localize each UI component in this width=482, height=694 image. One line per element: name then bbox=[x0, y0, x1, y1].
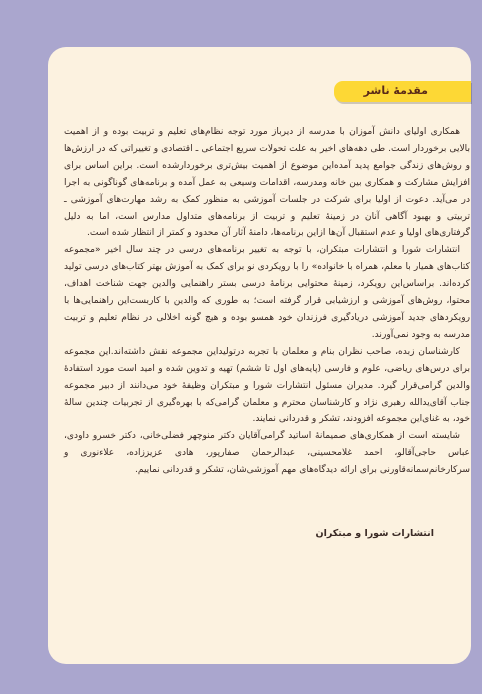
publisher-signature: انتشارات شورا و مبتکران bbox=[315, 528, 434, 539]
paragraph-1: همکاری اولیای دانش آموزان با مدرسه از دیرباز مورد توجه نظام‌های تعلیم و تربیت بوده و از اهمیت بالایی برخوردار است. طی دهه‌های اخیر به علت تحولات سریع اجتماعی ـ اقتصادی و تغییراتی که در ارزش‌ها و روش‌های زندگی جوامع پدید آمده‌این موضوع از اهمیت بیش‌تری برخوردارشده است. براین اساس برای افزایش مشارکت و همکاری بین خانه ومدرسه، اقدامات وسیعی به عمل آمده و برنامه‌های گوناگونی به اجرا در می‌آید. دعوت از اولیا برای شرکت در جلسات آموزشی به منظور کمک به رشد مهارت‌های آموزشی ـ تربیتی و بهبود آگاهی آنان در زمینهٔ تعلیم و تربیت از برنامه‌های متداول مدارس است، اما به دلیل گرفتاری‌های اولیا و عدم استقبال آن‌ها ازاین برنامه‌ها، دامنهٔ آثار آن محدود و کمتر از انتظار شده است. bbox=[64, 127, 470, 239]
preface-body bbox=[64, 124, 470, 479]
paragraph-4: شایسته است از همکاری‌های صمیمانهٔ اساتید گرامی‌آقایان دکتر منوچهر فضلی‌خانی، دکتر خسرو داودی، عباس حاجی‌آقالو، احمد غلامحسینی، عبدالرحمان صفارپور، هادی عزیززاده، علاءنوری و سرکارخانم‌سمانه‌قاورنی برای ارائه دیدگاه‌های مهم آموزشی‌شان، تشکر و قدردانی نماییم. bbox=[64, 431, 470, 476]
paragraph-2: انتشارات شورا و انتشارات مبتکران، با توجه به تغییر برنامه‌های درسی در چند سال اخیر «مجموعه کتاب‌های همیار با معلم، همراه با خانواده» را با رویکردی نو برای کمک به آموزش بهتر کتاب‌های درسی تولید کرده‌اند. براساس‌این رویکرد، زمینهٔ محتوایی برنامهٔ درسی بستر راهنمایی والدین جهت شناخت اهداف، محتوا، روش‌های آموزشی و ارزشیابی قرار گرفته است؛ به طوری که والدین با کاربست‌این راهنمایی‌ها با رویکردهای جدید آموزشی دریادگیری فرزندان خود همسو بوده و هیچ گونه اخلالی در نظام تعلیم و تربیت مدرسه به وجود نمی‌آورند. bbox=[64, 245, 470, 340]
paragraph-3: کارشناسان زبده، صاحب نظران بنام و معلمان با تجربه درتولیداین مجموعه نقش داشته‌اند.این مجموعه برای درس‌های ریاضی، علوم و فارسی (پایه‌های اول تا ششم) تهیه و تدوین شده و امید است مورد استفادهٔ والدین گرامی‌قرار گیرد. مدیران مسئول انتشارات شورا و مبتکران وظیفهٔ خود می‌دانند از دبیر مجموعه جناب آقای‌یدالله رهبری نژاد و کارشناسان محترم و معلمان گرامی‌که با بهره‌گیری از تجربیات چندین سالهٔ خود، به غنای‌این مجموعه افزودند، تشکر و قدردانی نمایند. bbox=[64, 346, 470, 425]
page-title: مقدمهٔ ناشر bbox=[363, 84, 428, 97]
